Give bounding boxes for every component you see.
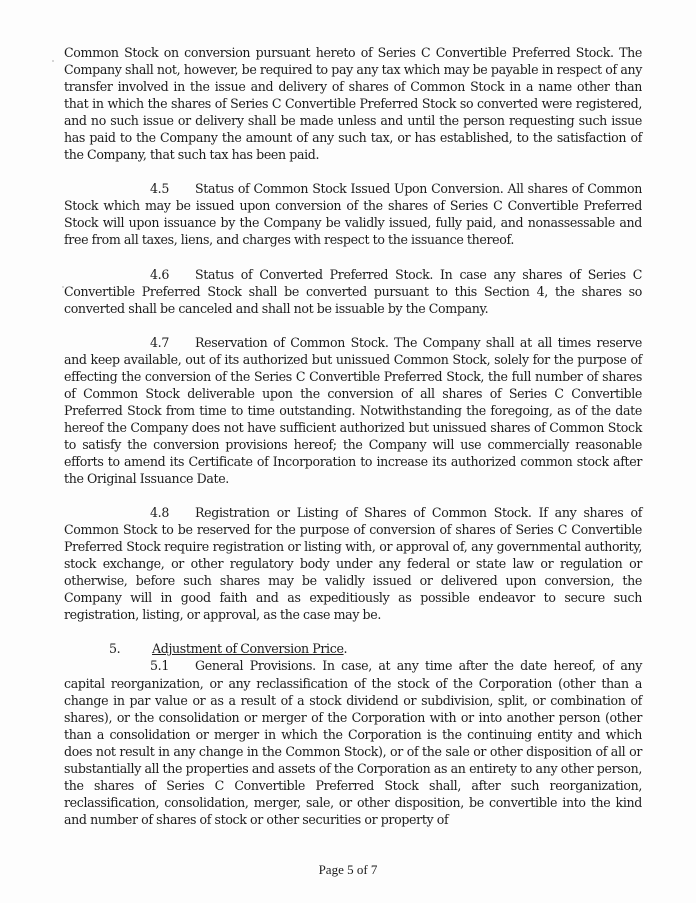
subsection-4-8 [64, 504, 642, 623]
continuation-paragraph: Common Stock on conversion pursuant hereto of Series C Convertible Preferred Stock. The Company shall not, however, be required to pay any tax which may be payable in respect of any transfer involved in the issue and delivery of shares of Common Stock in a name other than that in which the shares of Series C Convertible Preferred Stock so converted were registered, and no such issue or delivery shall be made unless and until the person requesting such issue has paid to the Company the amount of any such tax, or has established, to the satisfaction of the Company, that such tax has been paid. [64, 45, 642, 163]
subsection-4-5 [64, 180, 642, 248]
subsection-number: 5.1 [150, 658, 169, 674]
scan-speck [52, 60, 54, 62]
subsection-4-6 [64, 266, 642, 317]
subsection-text: Status of Converted Preferred Stock. In case any shares of Series C Convertible Preferred Stock shall be converted pursuant to this Section 4, the shares so converted shall be canceled and shall not be issuable by the Company. [64, 266, 642, 316]
subsection-number: 4.8 [150, 505, 169, 521]
subsection-5-1 [64, 657, 642, 827]
subsection-text: Registration or Listing of Shares of Common Stock. If any shares of Common Stock to be reserved for the purpose of conversion of shares of Series C Convertible Preferred Stock require registration or listing with, or approval of, any governmental authority, stock exchange, or other regulatory body under any federal or state law or regulation or otherwise, before such shares may be validly issued or delivered upon conversion, the Company will in good faith and as expeditiously as possible endeavor to secure such registration, listing, or approval, as the case may be. [64, 505, 642, 623]
section-number: 5. [109, 641, 121, 657]
section-title: Adjustment of Conversion Price [152, 641, 344, 657]
page-number-footer: Page 5 of 7 [318, 862, 378, 877]
section-5-heading [64, 640, 642, 657]
subsection-text: General Provisions. In case, at any time after the date hereof, of any capital reorganization, or any reclassification of the stock of the Corporation (other than a change in par value or as a result of a stock dividend or subdivision, split, or combination of shares), or the consolidation or merger of the Corporation with or into another person (other than a consolidation or merger in which the Corporation is the continuing entity and which does not result in any change in the Common Stock), or of the sale or other disposition of all or substantially all the properties and assets of the Corporation as an entirety to any other person, the shares of Series C Convertible Preferred Stock shall, after such reorganization, reclassification, consolidation, merger, sale, or other disposition, be convertible into the kind and number of shares of stock or other securities or property of [64, 658, 642, 827]
section-title-period: . [343, 641, 348, 657]
subsection-number: 4.7 [150, 334, 169, 350]
subsection-number: 4.6 [150, 266, 169, 282]
subsection-text: Reservation of Common Stock. The Company shall at all times reserve and keep available, out of its authorized but unissued Common Stock, solely for the purpose of effecting the conversion of the Series C Convertible Preferred Stock, the full number of shares of Common Stock deliverable upon the conversion of all shares of Series C Convertible Preferred Stock from time to time outstanding. Notwithstanding the foregoing, as of the date hereof the Company does not have sufficient authorized but unissued shares of Common Stock to satisfy the conversion provisions hereof; the Company will use commercially reasonable efforts to amend its Certificate of Incorporation to increase its authorized common stock after the Original Issuance Date. [64, 334, 642, 487]
document-body [64, 44, 642, 828]
subsection-4-7 [64, 334, 642, 487]
subsection-text: Status of Common Stock Issued Upon Conversion. All shares of Common Stock which may be issued upon conversion of the shares of Series C Convertible Preferred Stock will upon issuance by the Company be validly issued, fully paid, and nonassessable and free from all taxes, liens, and charges with respect to the issuance thereof. [64, 181, 642, 248]
subsection-number: 4.5 [150, 181, 169, 197]
